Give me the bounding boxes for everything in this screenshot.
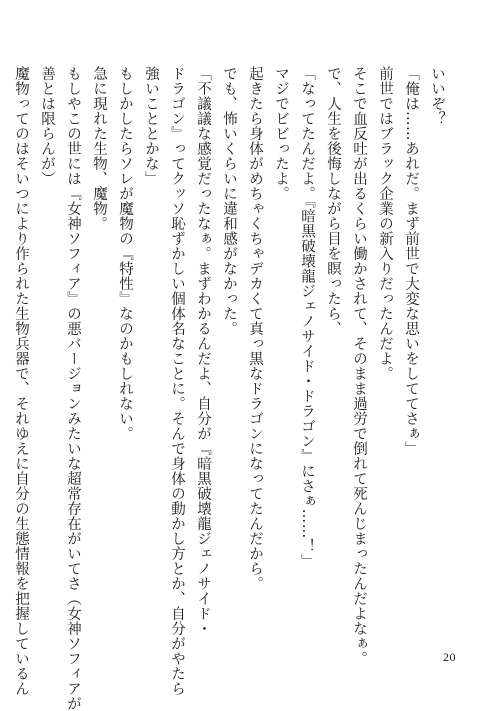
text-line: 「不議議な感覚だったなぁ。まずわかるんだよ、自分が『暗黒破壊龍ジェノサイド・ (195, 66, 211, 636)
text-line: ドラゴン』ってクッソ恥ずかしい個体名なことに。そんで身体の動かし方とか、自分がやたら (169, 66, 185, 696)
text-line: 前世ではブラック企業の新入りだったんだよ。 (377, 66, 393, 381)
text-line: で、人生を後悔しながら目を瞑ったら、 (325, 66, 341, 336)
page-number: 20 (443, 650, 456, 664)
text-line: 急に現れた生物、魔物。 (91, 66, 107, 231)
text-line: そこで血反吐が出るくらい働かされて、そのまま過労で倒れて死んじまったんだよなぁ。 (351, 66, 367, 666)
text-line: 起きたら身体がめちゃくちゃデカくて真っ黒なドラゴンになってたんだから。 (247, 66, 263, 591)
text-line: いいぞ？ (429, 66, 445, 126)
text-line: 魔物ってのはそいつにより作られた生物兵器で、それゆえに自分の生態情報を把握しているん (13, 66, 29, 696)
text-line: 善とは限らんが） (39, 66, 55, 186)
text-line: もしやこの世には『女神ソフィア』の悪バージョンみたいな超常存在がいてさ（女神ソフィアが (65, 66, 81, 711)
text-line: 「俺は……あれだ。まず前世で大変な思いをしててさぁ」 (403, 66, 419, 456)
text-line: 強いこととかな」 (143, 66, 159, 186)
text-line: マジでビビったよ。 (273, 66, 289, 201)
text-line: 「なってたんだよ。『暗黒破壊龍ジェノサイド・ドラゴン』にさぁ……！」 (299, 66, 315, 569)
text-line: もしかしたらソレが魔物の『特性』なのかもしれない。 (117, 66, 133, 441)
text-line: でも、怖いくらいに違和感がなかった。 (221, 66, 237, 336)
